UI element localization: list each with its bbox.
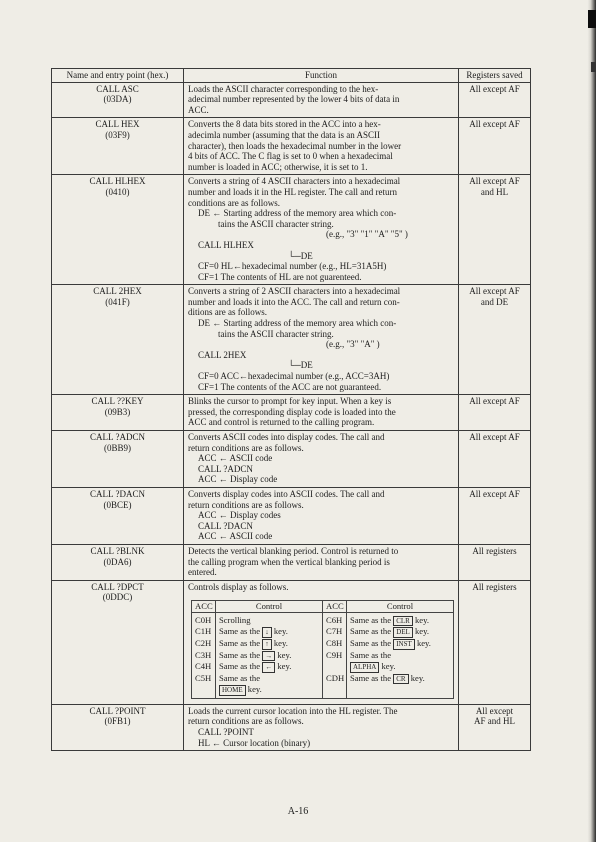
function-text: Converts ASCII codes into display codes. The call and <box>188 432 385 442</box>
control-text: key. <box>247 684 262 695</box>
acc-code: C2H <box>192 638 216 650</box>
function-text: number and loads it into the ACC. The call and return con- <box>188 296 400 307</box>
control-table-row <box>192 612 454 626</box>
control-table-row <box>192 626 454 638</box>
function-text: 4 bits of ACC. The C flag is set to 0 when a hexadecimal <box>188 151 393 162</box>
table-row <box>52 175 531 285</box>
registers-saved: All except AF <box>459 431 531 488</box>
control-text: key. <box>410 672 425 683</box>
function-cell <box>184 431 459 488</box>
control-description <box>347 638 454 650</box>
acc-code: C9H <box>323 650 347 662</box>
routine-name: CALL 2HEX <box>93 286 142 297</box>
header-control: Control <box>347 601 454 612</box>
control-text: key. <box>416 637 431 648</box>
call-condition: DE ← Starting address of the memory area which con- <box>198 208 397 219</box>
control-description <box>347 661 454 673</box>
acc-code: C4H <box>192 661 216 673</box>
routine-name: CALL ?ADCN <box>90 432 145 442</box>
return-condition: ACC ← ASCII code <box>198 531 273 542</box>
table-row <box>52 487 531 544</box>
entry-point: (041F) <box>105 296 130 307</box>
call-condition: tains the ASCII character string. <box>218 218 334 229</box>
function-text: adecimal number represented by the lower 4 bits of data in <box>188 94 400 105</box>
registers-saved: All registers <box>459 544 531 580</box>
call-statement: CALL HLHEX <box>198 239 254 250</box>
function-text: Converts a string of 2 ASCII characters into a hexadecimal <box>188 286 401 297</box>
call-statement: CALL ?POINT <box>198 727 254 738</box>
routine-name-cell <box>52 395 184 431</box>
control-table-header <box>192 601 454 612</box>
registers-saved: All registers <box>459 580 531 704</box>
function-text: return conditions are as follows. <box>188 716 304 727</box>
de-pointer-marker: └─DE <box>288 360 313 371</box>
registers-saved-cell <box>459 285 531 395</box>
example-string: (e.g., "3" "1" "A" "5" ) <box>326 229 408 240</box>
function-cell <box>184 175 459 285</box>
function-cell <box>184 704 459 750</box>
control-text: Same as the <box>219 661 261 672</box>
function-text: the calling program when the vertical blanking period is <box>188 556 390 567</box>
header-control: Control <box>216 601 323 612</box>
entry-point: (0DDC) <box>102 592 133 603</box>
control-text: Same as the <box>219 626 261 637</box>
function-text: ditions are as follows. <box>188 307 267 318</box>
key-cap: ↓ <box>262 627 272 638</box>
control-description <box>347 626 454 638</box>
key-cap: ↑ <box>262 639 272 650</box>
binder-tab <box>588 10 596 28</box>
function-text: character), then loads the hexadecimal number in the lower <box>188 140 402 151</box>
entry-point: (0410) <box>105 186 130 197</box>
routine-name-cell <box>52 82 184 118</box>
routine-name-cell <box>52 285 184 395</box>
control-text: Same as the <box>350 672 392 683</box>
control-description <box>216 661 323 673</box>
acc-code: C0H <box>192 612 216 626</box>
function-text: adecimla number (assuming that the data is an ASCII <box>188 129 380 140</box>
entry-point: (03DA) <box>103 94 132 105</box>
function-cell <box>184 580 459 704</box>
table-row <box>52 118 531 175</box>
registers-saved: All except <box>475 705 514 716</box>
control-description <box>216 626 323 638</box>
control-text: key. <box>273 626 288 637</box>
control-text: Same as the <box>219 637 261 648</box>
return-condition: CF=0 ACC←hexadecimal number (e.g., ACC=3AH) <box>198 371 390 382</box>
control-description <box>347 612 454 626</box>
control-text: Scrolling <box>219 614 251 625</box>
registers-saved: AF and HL <box>474 716 515 727</box>
routine-name: CALL HEX <box>95 119 140 130</box>
key-cap: → <box>262 651 275 662</box>
registers-saved-cell <box>459 704 531 750</box>
monitor-subroutine-table <box>51 68 531 751</box>
routine-name-cell <box>52 487 184 544</box>
routine-name-cell <box>52 431 184 488</box>
function-text: return conditions are as follows. <box>188 499 304 510</box>
control-text: key. <box>381 661 396 672</box>
return-condition: CF=0 HL←hexadecimal number (e.g., HL=31A5H) <box>198 261 387 272</box>
table-row <box>52 82 531 118</box>
header-function: Function <box>184 69 459 83</box>
control-text: Same as the <box>350 637 392 648</box>
acc-code: C7H <box>323 626 347 638</box>
function-text: return conditions are as follows. <box>188 442 304 453</box>
function-cell <box>184 285 459 395</box>
control-text: Same as the <box>350 649 392 660</box>
function-text: Converts display codes into ASCII codes. The call and <box>188 488 385 499</box>
control-description <box>216 673 323 685</box>
function-cell <box>184 487 459 544</box>
entry-point: (0DA6) <box>103 556 132 567</box>
control-text: Same as the <box>219 649 261 660</box>
acc-code <box>323 661 347 673</box>
de-pointer-marker: └─DE <box>288 250 313 261</box>
acc-code: CDH <box>323 673 347 685</box>
table-row <box>52 544 531 580</box>
header-name-entry: Name and entry point (hex.) <box>52 69 184 83</box>
return-condition: ACC ← Display code <box>198 474 278 485</box>
function-text: number and loads it in the HL register. The call and return <box>188 186 397 197</box>
page-number: A-16 <box>287 806 309 817</box>
acc-code: C1H <box>192 626 216 638</box>
table-row <box>52 285 531 395</box>
control-description <box>216 650 323 662</box>
call-condition: tains the ASCII character string. <box>218 328 334 339</box>
routine-name-cell <box>52 175 184 285</box>
header-registers-saved: Registers saved <box>459 69 531 83</box>
function-cell <box>184 395 459 431</box>
entry-point: (03F9) <box>105 129 130 140</box>
registers-saved: and DE <box>480 296 509 307</box>
control-description <box>216 684 323 698</box>
function-text: Loads the ASCII character corresponding to the hex- <box>188 83 379 94</box>
display-control-table <box>191 600 454 699</box>
page-edge-shadow <box>587 0 596 842</box>
call-condition: ACC ← ASCII code <box>198 453 273 464</box>
routine-name: CALL ?DPCT <box>91 581 144 592</box>
control-text: key. <box>277 661 292 672</box>
control-text: Same as the <box>219 672 261 683</box>
control-table-row <box>192 673 454 685</box>
entry-point: (09B3) <box>104 406 131 417</box>
function-text: ACC and control is returned to the calling program. <box>188 417 375 428</box>
function-text: Loads the current cursor location into the HL register. The <box>188 705 398 716</box>
registers-saved: All except AF <box>469 176 520 187</box>
control-text: Same as the <box>350 626 392 637</box>
return-condition: CF=1 The contents of HL are not guarenteed. <box>198 271 362 282</box>
key-cap: CR <box>393 674 408 685</box>
registers-saved: All except AF <box>469 286 520 297</box>
control-text: key. <box>415 614 429 625</box>
acc-code: C8H <box>323 638 347 650</box>
return-condition: HL ← Cursor location (binary) <box>198 737 311 748</box>
control-text: key. <box>414 626 429 637</box>
entry-point: (0FB1) <box>104 716 131 727</box>
function-text: entered. <box>188 567 217 578</box>
control-description <box>216 612 323 626</box>
control-table-row <box>192 684 454 698</box>
header-acc: ACC <box>192 601 216 612</box>
function-text: number is loaded in ACC; otherwise, it is set to 1. <box>188 161 368 172</box>
return-condition: CF=1 The contents of the ACC are not guaranteed. <box>198 381 382 392</box>
registers-saved: All except AF <box>459 118 531 175</box>
acc-code: C6H <box>323 612 347 626</box>
key-cap: ALPHA <box>350 662 379 673</box>
registers-saved-cell <box>459 175 531 285</box>
function-cell <box>184 544 459 580</box>
key-cap: CLR <box>393 616 413 627</box>
function-text: pressed, the corresponding display code is loaded into the <box>188 406 396 417</box>
function-text: Detects the vertical blanking period. Control is returned to <box>188 545 399 556</box>
table-row <box>52 395 531 431</box>
routine-name-cell <box>52 704 184 750</box>
binder-tab-small <box>591 62 596 72</box>
control-description <box>347 673 454 685</box>
control-table-row <box>192 638 454 650</box>
function-text: Controls display as follows. <box>188 581 289 592</box>
function-text: Blinks the cursor to prompt for key input. When a key is <box>188 396 392 407</box>
function-cell <box>184 82 459 118</box>
header-acc: ACC <box>323 601 347 612</box>
call-statement: CALL ?ADCN <box>198 463 253 474</box>
routine-name-cell <box>52 544 184 580</box>
control-description <box>216 638 323 650</box>
table-row <box>52 704 531 750</box>
call-statement: CALL ?DACN <box>198 520 253 531</box>
key-cap: DEL <box>393 627 413 638</box>
routine-name-cell <box>52 580 184 704</box>
control-description <box>347 650 454 662</box>
key-cap: INST <box>393 639 415 650</box>
call-condition: DE ← Starting address of the memory area which con- <box>198 318 397 329</box>
entry-point: (0BCE) <box>103 499 132 510</box>
routine-name-cell <box>52 118 184 175</box>
call-condition: ACC ← Display codes <box>198 510 281 521</box>
registers-saved: and HL <box>480 186 509 197</box>
function-text: Converts the 8 data bits stored in the ACC into a hex- <box>188 119 381 130</box>
acc-code: C5H <box>192 673 216 685</box>
call-statement: CALL 2HEX <box>198 349 247 360</box>
control-table-row <box>192 661 454 673</box>
routine-name: CALL ?BLNK <box>90 545 145 556</box>
control-text: Same as the <box>350 614 392 625</box>
example-string: (e.g., "3" "A" ) <box>326 339 380 350</box>
function-cell <box>184 118 459 175</box>
entry-point: (0BB9) <box>104 442 131 453</box>
registers-saved: All except AF <box>459 487 531 544</box>
control-table-row <box>192 650 454 662</box>
function-text: ACC. <box>188 104 209 115</box>
key-cap: HOME <box>219 685 246 696</box>
table-row <box>52 431 531 488</box>
function-text: conditions are as follows. <box>188 197 280 208</box>
control-text: key. <box>273 637 288 648</box>
table-row <box>52 580 531 704</box>
control-text: key. <box>277 649 292 660</box>
key-cap: ← <box>262 662 275 673</box>
acc-code: C3H <box>192 650 216 662</box>
registers-saved: All except AF <box>459 82 531 118</box>
table-header-row <box>52 69 531 83</box>
routine-name: CALL ASC <box>96 83 139 94</box>
routine-name: CALL ?DACN <box>90 488 145 499</box>
registers-saved: All except AF <box>459 395 531 431</box>
function-text: Converts a string of 4 ASCII characters into a hexadecimal <box>188 176 401 187</box>
routine-name: CALL ??KEY <box>91 396 144 407</box>
routine-name: CALL ?POINT <box>89 705 146 716</box>
routine-name: CALL HLHEX <box>89 176 146 187</box>
